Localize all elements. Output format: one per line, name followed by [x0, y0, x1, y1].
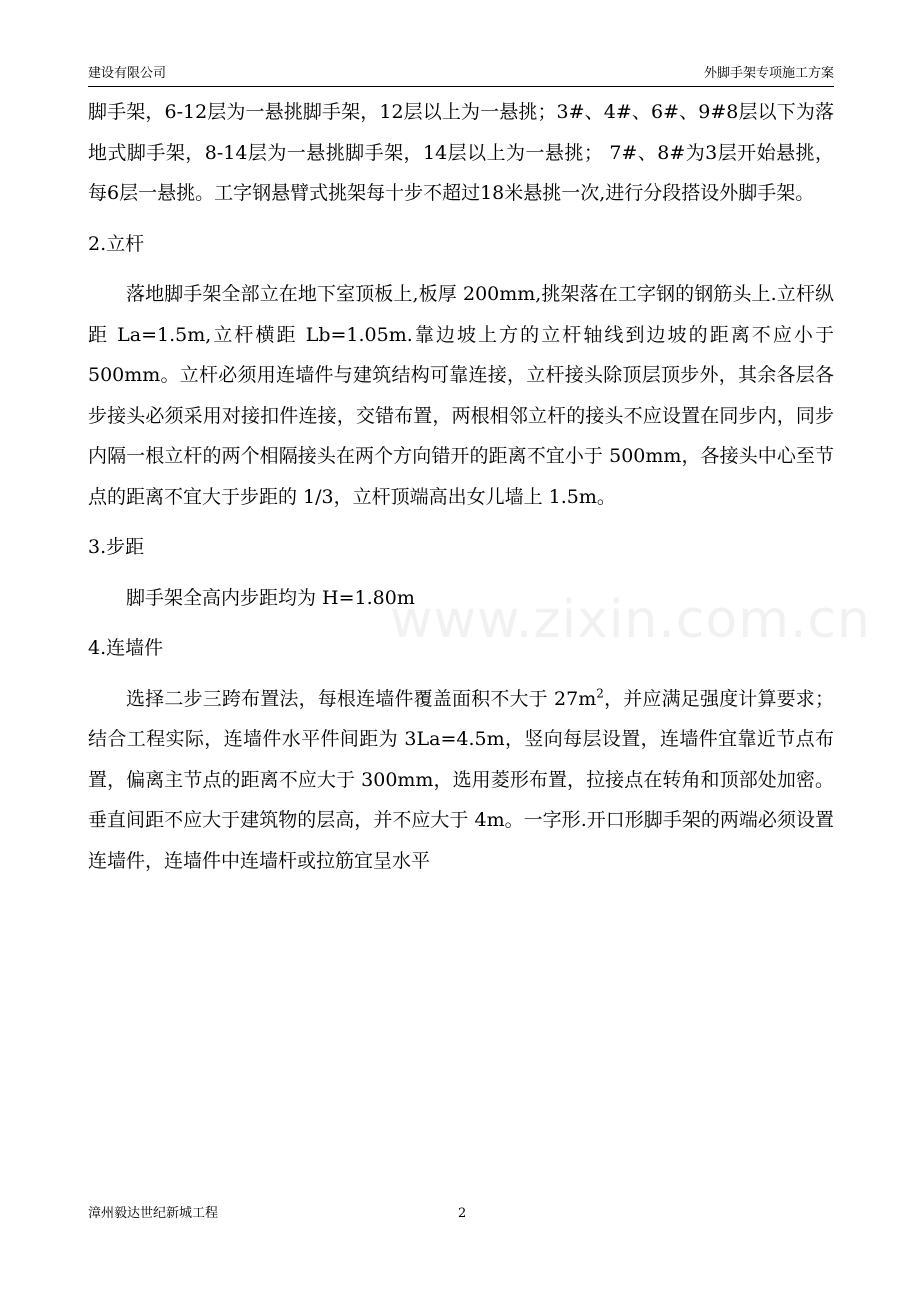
document-body [88, 92, 834, 881]
paragraph-vertical-pole: 落地脚手架全部立在地下室顶板上,板厚 200mm,挑架落在工字钢的钢筋头上.立杆纵距 La=1.5m,立杆横距 Lb=1.05m.靠边坡上方的立杆轴线到边坡的距离不应小于 500mm。立杆必须用连墙件与建筑结构可靠连接，立杆接头除顶层顶步外，其余各层各步接头必须采用对接扣件连接，交错布置，两根相邻立杆的接头不应设置在同步内，同步内隔一根立杆的两个相隔接头在两个方向错开的距离不宜小于 500mm，各接头中心至节点的距离不宜大于步距的 1/3，立杆顶端高出女儿墙上 1.5m。 [88, 283, 834, 508]
step-distance-text: 脚手架全高内步距均为 H=1.80m [126, 586, 415, 609]
section-heading-vertical-pole: 2.立杆 [88, 232, 145, 255]
section-heading-step-distance: 3.步距 [88, 536, 145, 558]
superscript-squared: 2 [596, 686, 604, 701]
footer-project-name: 漳州毅达世纪新城工程 [88, 1206, 219, 1221]
watermark: www.zixin.com.cn [390, 590, 871, 650]
page-header [88, 66, 834, 87]
paragraph-scaffold-intro: 脚手架，6-12层为一悬挑脚手架，12层以上为一悬挑；3#、4#、6#、9#8层以下为落地式脚手架，8-14层为一悬挑脚手架，14层以上为一悬挑； 7#、8#为3层开始悬挑，每6层一悬挑。工字钢悬臂式挑架每十步不超过18米悬挑一次,进行分段搭设外脚手架。 [88, 101, 834, 204]
wall-ties-text-part1: 选择二步三跨布置法，每根连墙件覆盖面积不大于 27m [126, 687, 597, 710]
page-number: 2 [458, 1206, 467, 1221]
wall-ties-text-part2: ，并应满足强度计算要求；结合工程实际，连墙件水平件间距为 3La=4.5m，竖向每层设置，连墙件宜靠近节点布置，偏离主节点的距离不应大于 300mm，选用菱形布置，拉接点在转角和顶部处加密。垂直间距不应大于建筑物的层高，并不应大于 4m。一字形.开口形脚手架的两端必须设置连墙件，连墙件中连墙杆或拉筋宜呈水平 [88, 687, 834, 872]
paragraph-step-distance [88, 578, 834, 619]
header-company: 建设有限公司 [88, 66, 167, 81]
paragraph-wall-ties [88, 679, 834, 882]
page-footer [88, 1206, 834, 1226]
section-heading-wall-ties: 4.连墙件 [88, 637, 164, 659]
header-document-title: 外脚手架专项施工方案 [703, 66, 834, 81]
